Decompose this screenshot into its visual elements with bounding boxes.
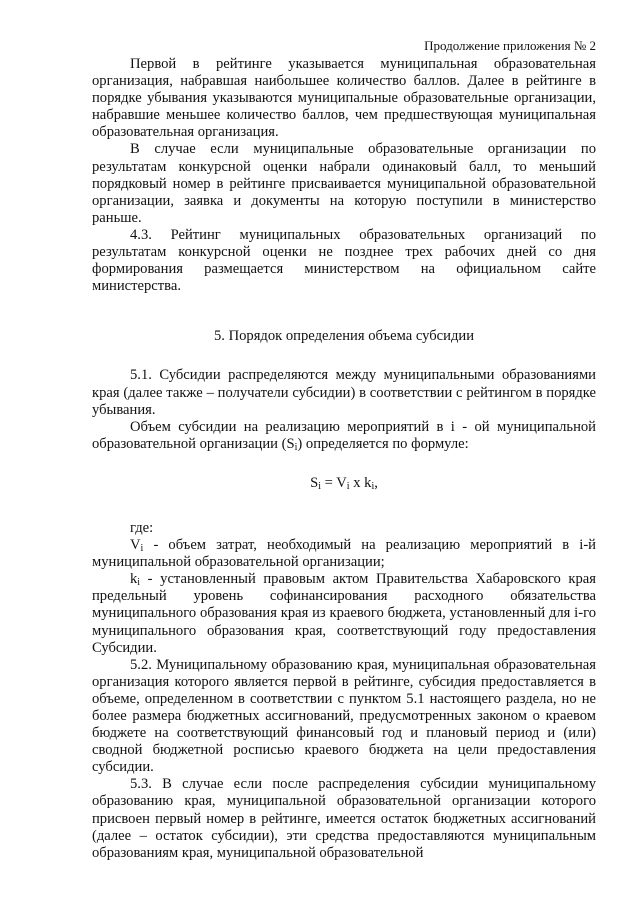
formula: [92, 475, 596, 492]
formula-v-sub: i: [346, 480, 350, 492]
definition-k: [92, 571, 596, 656]
formula-tail: ,: [374, 474, 378, 491]
formula-eq-v: = V: [320, 474, 347, 491]
section-title: 5. Порядок определения объема субсидии: [213, 328, 475, 345]
formula-x-k: x k: [349, 474, 372, 491]
formula-s: S: [310, 474, 319, 491]
definition-k-text: - установленный правовым актом Правительства Хабаровского края предельный уровень софинансирования расходного обязательства муниципального образования края из краевого бюджета, установленный для i-го муниципального образования края, соответствующий году предоставления Субсидии.: [92, 571, 596, 656]
definition-k-symbol: k: [130, 571, 138, 588]
definition-v: [92, 537, 596, 571]
paragraph-5-2: 5.2. Муниципальному образованию края, муниципальная образовательная организация которого является первой в рейтинге, субсидия предоставляется в объеме, определенном в соответствии с пунктом 5.1 настоящего раздела, но не более размера бюджетных ассигнований, предусмотренных законом о краевом бюджете на соответствующий финансовый год и плановый период и (или) сводной бюджетной росписью краевого бюджета на цели предоставления субсидии.: [92, 656, 596, 776]
paragraph-equal-score: В случае если муниципальные образовательные организации по результатам конкурсной оценки набрали одинаковый балл, то меньший порядковый номер в рейтинге присваивается муниципальной образовательной организации, заявка и документы на которую поступили в министерство раньше.: [92, 141, 596, 226]
volume-subscript: i: [294, 441, 298, 453]
definition-v-symbol: V: [130, 537, 141, 554]
formula-k-sub: i: [371, 480, 375, 492]
paragraph-5-1: 5.1. Субсидии распределяются между муниципальными образованиями края (далее также – получатели субсидии) в соответствии с рейтингом в порядке убывания.: [92, 367, 596, 418]
definition-v-text: - объем затрат, необходимый на реализацию мероприятий в i-й муниципальной образовательной организации;: [92, 537, 596, 571]
paragraph-4-3: 4.3. Рейтинг муниципальных образовательных организаций по результатам конкурсной оценки не позднее трех рабочих дней со дня формирования размещается министерством на официальном сайте министерства.: [92, 226, 596, 295]
paragraph-rating-first: Первой в рейтинге указывается муниципальная образовательная организация, набравшая наибольшее количество баллов. Далее в рейтинге в порядке убывания указываются муниципальные образовательные организации, набравшие меньшее количество баллов, чем предшествующая муниципальная образовательная организация.: [92, 56, 596, 141]
volume-text-before: Объем субсидии на реализацию мероприятий в i - ой муниципальной образовательной организации (S: [92, 418, 596, 452]
page-header: Продолжение приложения № 2: [424, 38, 596, 53]
document-body: [92, 56, 596, 862]
paragraph-5-3: 5.3. В случае если после распределения субсидии муниципальному образованию края, муниципальной образовательной организации которого присвоен первый номер в рейтинге, имеется остаток бюджетных ассигнований (далее – остаток субсидии), эти средства предоставляются муниципальным образованиям края, муниципальной образовательной: [92, 776, 596, 861]
definition-k-sub: i: [137, 577, 141, 589]
definition-v-sub: i: [140, 543, 144, 555]
formula-s-sub: i: [318, 480, 321, 492]
where-label: где:: [130, 519, 154, 536]
volume-text-after: ) определяется по формуле:: [297, 435, 469, 452]
paragraph-volume-formula-intro: [92, 419, 596, 453]
